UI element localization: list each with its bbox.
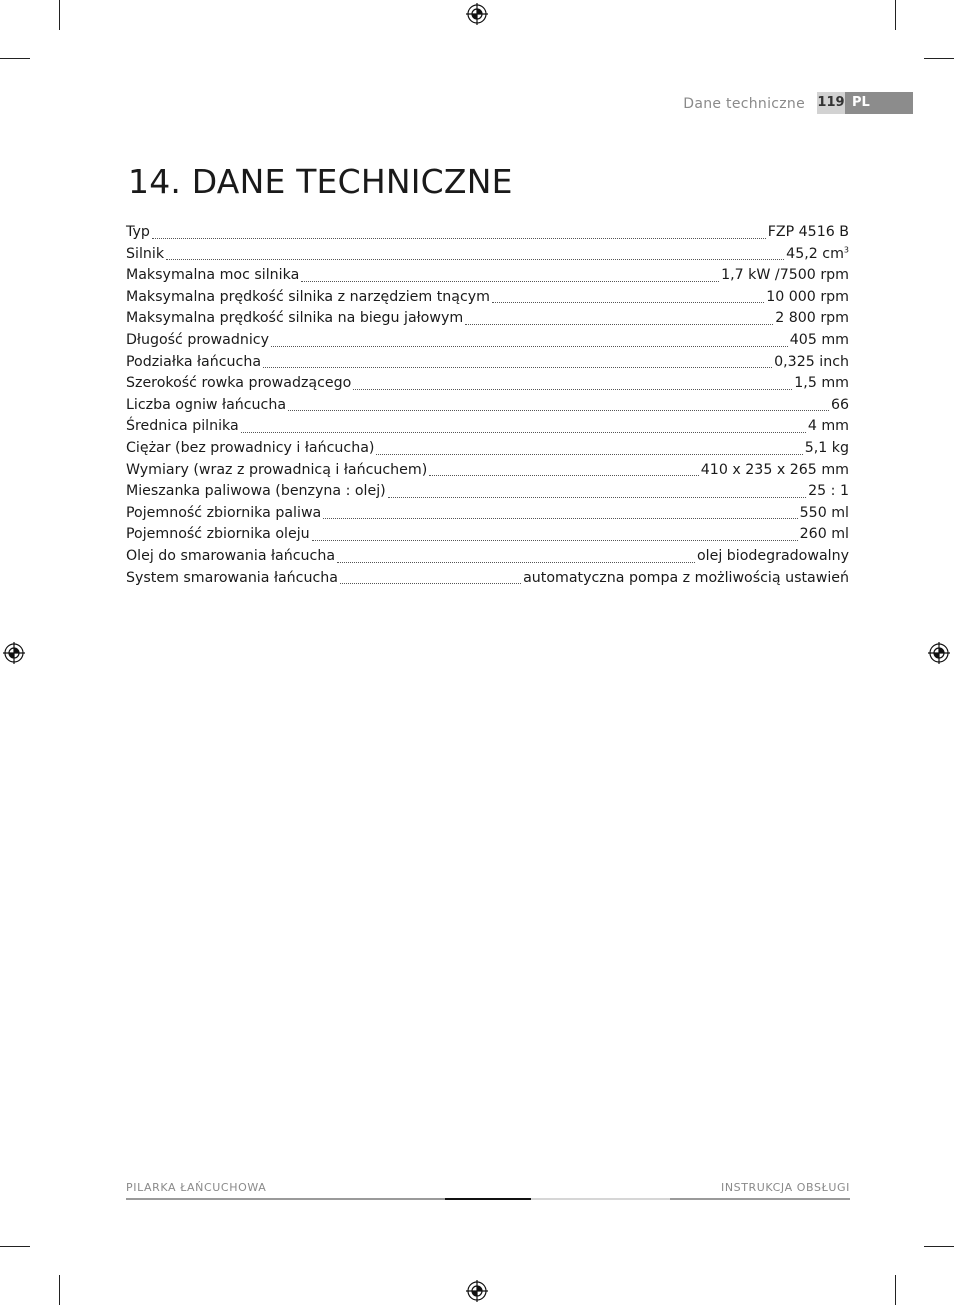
dot-leader: [263, 367, 772, 368]
spec-row: [126, 503, 849, 525]
footer-product-name: PILARKA ŁAŃCUCHOWA: [126, 1181, 267, 1194]
dot-leader: [340, 583, 521, 584]
dot-leader: [323, 518, 797, 519]
crop-mark: [924, 58, 954, 59]
spec-value-text: 5,1 kg: [804, 439, 849, 456]
registration-mark-icon: [928, 642, 950, 664]
spec-value-text: 66: [830, 396, 849, 413]
spec-value: [808, 481, 849, 503]
spec-label: Silnik: [126, 245, 165, 262]
spec-value-text: FZP 4516 B: [767, 224, 849, 240]
spec-row: [126, 460, 849, 482]
dot-leader: [152, 238, 766, 239]
dot-leader: [388, 497, 806, 498]
spec-value: [808, 416, 849, 438]
spec-row: [126, 568, 849, 590]
spec-row: [126, 524, 849, 546]
spec-value: [766, 287, 849, 309]
spec-row: [126, 481, 849, 503]
registration-mark-icon: [466, 1280, 488, 1302]
footer-rule: [670, 1198, 850, 1200]
spec-row: [126, 373, 849, 395]
spec-row: [126, 438, 849, 460]
dot-leader: [288, 410, 829, 411]
dot-leader: [166, 259, 784, 260]
spec-value: [805, 438, 849, 460]
spec-label: Średnica pilnika: [126, 418, 239, 435]
crop-mark: [0, 1246, 30, 1247]
spec-row: [126, 244, 849, 266]
spec-value-text: 1,7 kW /7500 rpm: [721, 267, 849, 284]
spec-label: System smarowania łańcucha: [126, 569, 338, 586]
spec-label: Maksymalna prędkość silnika na biegu jałowym: [126, 310, 464, 327]
spec-label: Maksymalna moc silnika: [126, 267, 300, 284]
spec-value-text: 410 x 235 x 265 mm: [700, 461, 849, 478]
spec-value: [721, 265, 849, 287]
spec-value-superscript: 3: [843, 244, 849, 254]
spec-value-text: 0,325 inch: [774, 353, 849, 370]
spec-value: [790, 330, 849, 352]
spec-row: [126, 265, 849, 287]
spec-value: [800, 524, 849, 546]
spec-value-text: 550 ml: [799, 504, 849, 521]
crop-mark: [0, 58, 30, 59]
spec-label: Pojemność zbiornika paliwa: [126, 504, 322, 521]
spec-value: [800, 503, 849, 525]
spec-row: [126, 352, 849, 374]
spec-value: [775, 308, 849, 330]
spec-label: Mieszanka paliwowa (benzyna : olej): [126, 483, 386, 500]
dot-leader: [429, 475, 699, 476]
spec-value-text: 2 800 rpm: [775, 310, 849, 327]
spec-label: Ciężar (bez prowadnicy i łańcucha): [126, 439, 375, 456]
spec-value: [697, 546, 849, 568]
dot-leader: [353, 389, 792, 390]
spec-value: [831, 395, 849, 417]
spec-label: Liczba ogniw łańcucha: [126, 396, 287, 413]
crop-mark: [59, 1275, 60, 1305]
dot-leader: [301, 281, 719, 282]
dot-leader: [271, 346, 788, 347]
crop-mark: [895, 0, 896, 30]
running-header-section: Dane techniczne: [683, 96, 805, 112]
page-number: 119: [817, 92, 845, 114]
spec-label: Długość prowadnicy: [126, 331, 269, 348]
footer-rule: [445, 1198, 531, 1200]
spec-value-text: 1,5 mm: [794, 375, 849, 392]
spec-label: Maksymalna prędkość silnika z narzędziem tnącym: [126, 288, 491, 305]
registration-mark-icon: [3, 642, 25, 664]
spec-value-text: 4 mm: [807, 418, 849, 435]
spec-value-text: 45,2 cm: [786, 245, 844, 262]
spec-row: [126, 222, 849, 244]
spec-label: Olej do smarowania łańcucha: [126, 547, 336, 564]
spec-row: [126, 330, 849, 352]
page-title: 14. DANE TECHNICZNE: [128, 162, 513, 201]
language-tab: PL: [845, 92, 913, 114]
spec-table: [126, 222, 849, 589]
spec-row: [126, 416, 849, 438]
registration-mark-icon: [466, 3, 488, 25]
footer-document-type: INSTRUKCJA OBSŁUGI: [720, 1181, 850, 1194]
spec-label: Wymiary (wraz z prowadnicą i łańcuchem): [126, 461, 428, 478]
dot-leader: [337, 562, 695, 563]
spec-value-text: 405 mm: [789, 331, 849, 348]
spec-value: [786, 244, 849, 266]
dot-leader: [376, 454, 802, 455]
dot-leader: [465, 324, 773, 325]
spec-value-text: 25 : 1: [808, 483, 849, 500]
spec-value: [774, 352, 849, 374]
spec-label: Pojemność zbiornika oleju: [126, 526, 310, 543]
footer-rule: [531, 1198, 670, 1200]
spec-row: [126, 546, 849, 568]
spec-value-text: 10 000 rpm: [766, 288, 849, 305]
spec-value-text: 260 ml: [799, 526, 849, 543]
spec-value-text: olej biodegradowalny: [696, 547, 849, 564]
spec-row: [126, 308, 849, 330]
dot-leader: [241, 432, 806, 433]
spec-value: [768, 222, 849, 244]
crop-mark: [924, 1246, 954, 1247]
crop-mark: [59, 0, 60, 30]
dot-leader: [492, 302, 764, 303]
crop-mark: [895, 1275, 896, 1305]
spec-value-text: automatyczna pompa z możliwością ustawień: [523, 569, 849, 586]
spec-row: [126, 287, 849, 309]
spec-value: [523, 568, 849, 590]
spec-label: Typ: [126, 224, 150, 240]
spec-label: Podziałka łańcucha: [126, 353, 262, 370]
spec-label: Szerokość rowka prowadzącego: [126, 375, 352, 392]
spec-row: [126, 395, 849, 417]
spec-value: [794, 373, 849, 395]
dot-leader: [312, 540, 798, 541]
spec-value: [701, 460, 849, 482]
footer-rule: [126, 1198, 445, 1200]
